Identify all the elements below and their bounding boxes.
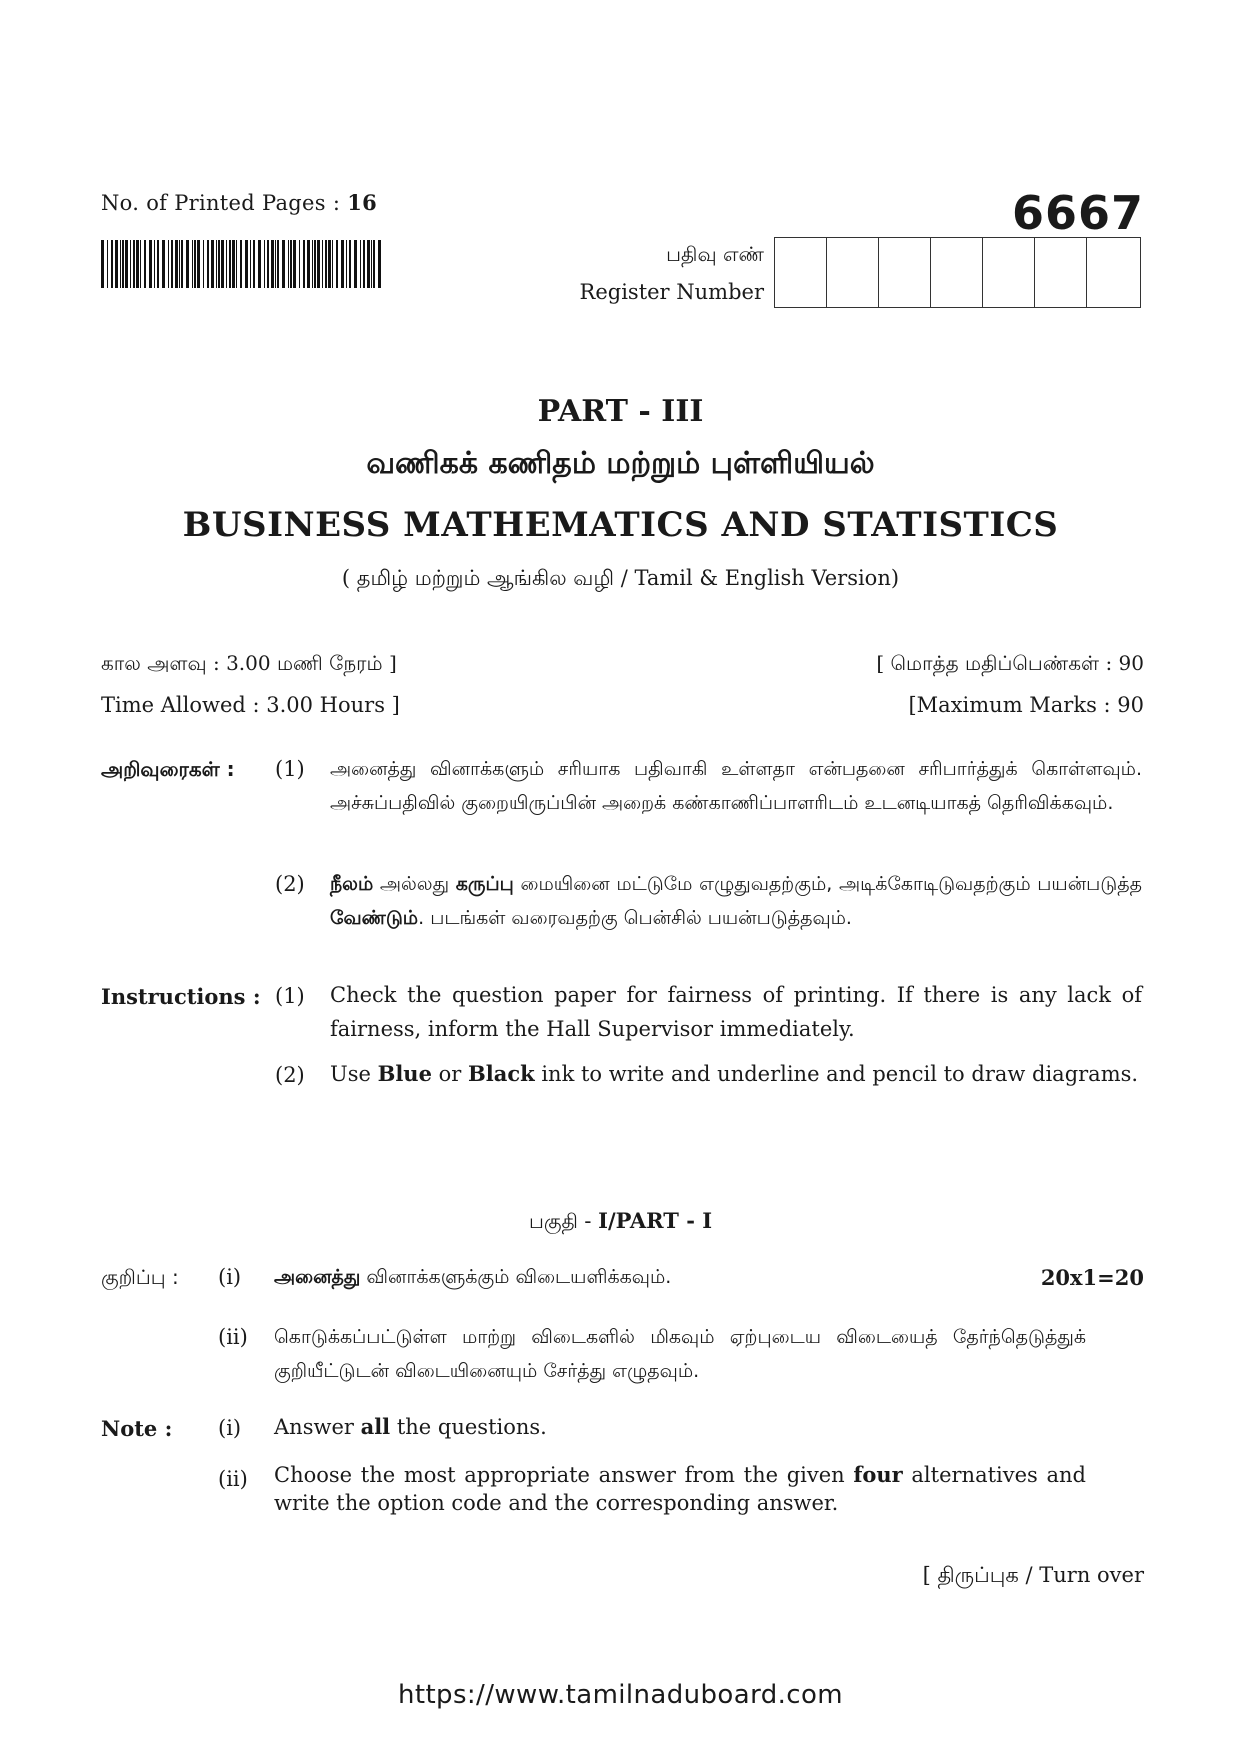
- part-one-heading: பகுதி - I/PART - I: [528, 1208, 713, 1233]
- register-digit-box[interactable]: [931, 238, 983, 307]
- instructions-en-label: Instructions :: [101, 984, 261, 1009]
- register-digit-box[interactable]: [1035, 238, 1087, 307]
- paper-code: 6667: [1011, 186, 1144, 240]
- time-allowed-ta: கால அளவு : 3.00 மணி நேரம் ]: [101, 651, 397, 675]
- note-ta-2: கொடுக்கப்பட்டுள்ள மாற்று விடைகளில் மிகவும் ஏற்புடைய விடையைத் தேர்ந்தெடுத்துக் குறியீட்டுடன் விடையினையும் சேர்த்து எழுதவும்.: [274, 1326, 1086, 1382]
- version-line: ( தமிழ் மற்றும் ஆங்கில வழி / Tamil & English Version): [341, 566, 900, 590]
- subject-title-ta: வணிகக் கணிதம் மற்றும் புள்ளியியல்: [366, 446, 875, 481]
- max-marks-en: [Maximum Marks : 90: [908, 693, 1144, 717]
- instruction-en-2: Use Blue or Black ink to write and underline and pencil to draw diagrams.: [330, 1061, 1139, 1086]
- instruction-en-num: (2): [275, 1063, 305, 1087]
- note-ta-num: (ii): [218, 1325, 248, 1349]
- note-ta-label: குறிப்பு :: [101, 1265, 179, 1289]
- instructions-ta-label: அறிவுரைகள் :: [101, 757, 235, 781]
- barcode-icon: [101, 240, 383, 288]
- printed-pages-count: 16: [347, 190, 378, 215]
- source-url[interactable]: https://www.tamilnaduboard.com: [397, 1680, 844, 1710]
- instruction-ta-2: நீலம் அல்லது கருப்பு மையினை மட்டுமே எழுதுவதற்கும், அடிக்கோடிடுவதற்கும் பயன்படுத்த வேண்டும். படங்கள் வரைவதற்கு பென்சில் பயன்படுத்தவும்.: [330, 873, 1142, 929]
- register-label-en: Register Number: [579, 280, 764, 304]
- part-title: PART - III: [537, 394, 704, 429]
- note-en-num: (i): [218, 1416, 242, 1440]
- instruction-ta-num: (1): [275, 757, 305, 781]
- register-digit-box[interactable]: [983, 238, 1035, 307]
- printed-pages: No. of Printed Pages : 16: [101, 190, 378, 215]
- instruction-en-1: Check the question paper for fairness of printing. If there is any lack of fairness, inform the Hall Supervisor immediately.: [330, 983, 1142, 1041]
- instruction-ta-num: (2): [275, 872, 305, 896]
- time-allowed-en: Time Allowed : 3.00 Hours ]: [101, 693, 400, 717]
- instruction-en-num: (1): [275, 984, 305, 1008]
- register-digit-box[interactable]: [775, 238, 827, 307]
- turn-over: [ திருப்புக / Turn over: [922, 1563, 1144, 1587]
- subject-title-en: BUSINESS MATHEMATICS AND STATISTICS: [182, 505, 1059, 545]
- register-digit-box[interactable]: [879, 238, 931, 307]
- note-en-1: Answer all the questions.: [274, 1414, 547, 1439]
- note-ta-1: அனைத்து வினாக்களுக்கும் விடையளிக்கவும்.: [274, 1266, 672, 1288]
- register-digit-box[interactable]: [1087, 238, 1140, 307]
- score-label: 20x1=20: [1040, 1265, 1144, 1290]
- register-label-ta: பதிவு எண்: [666, 242, 764, 266]
- note-en-label: Note :: [101, 1416, 173, 1441]
- instruction-ta-1: அனைத்து வினாக்களும் சரியாக பதிவாகி உள்ளதா என்பதனை சரிபார்த்துக் கொள்ளவும். அச்சுப்பதிவில் குறையிருப்பின் அறைக் கண்காணிப்பாளரிடம் உடனடியாகத் தெரிவிக்கவும்.: [330, 758, 1142, 814]
- max-marks-ta: [ மொத்த மதிப்பெண்கள் : 90: [876, 651, 1144, 675]
- note-en-num: (ii): [218, 1467, 248, 1491]
- note-ta-num: (i): [218, 1265, 242, 1289]
- register-digit-box[interactable]: [827, 238, 879, 307]
- register-number-boxes[interactable]: [774, 237, 1141, 308]
- note-en-2: Choose the most appropriate answer from the given four alternatives and write the option code and the corresponding answer.: [274, 1462, 1086, 1515]
